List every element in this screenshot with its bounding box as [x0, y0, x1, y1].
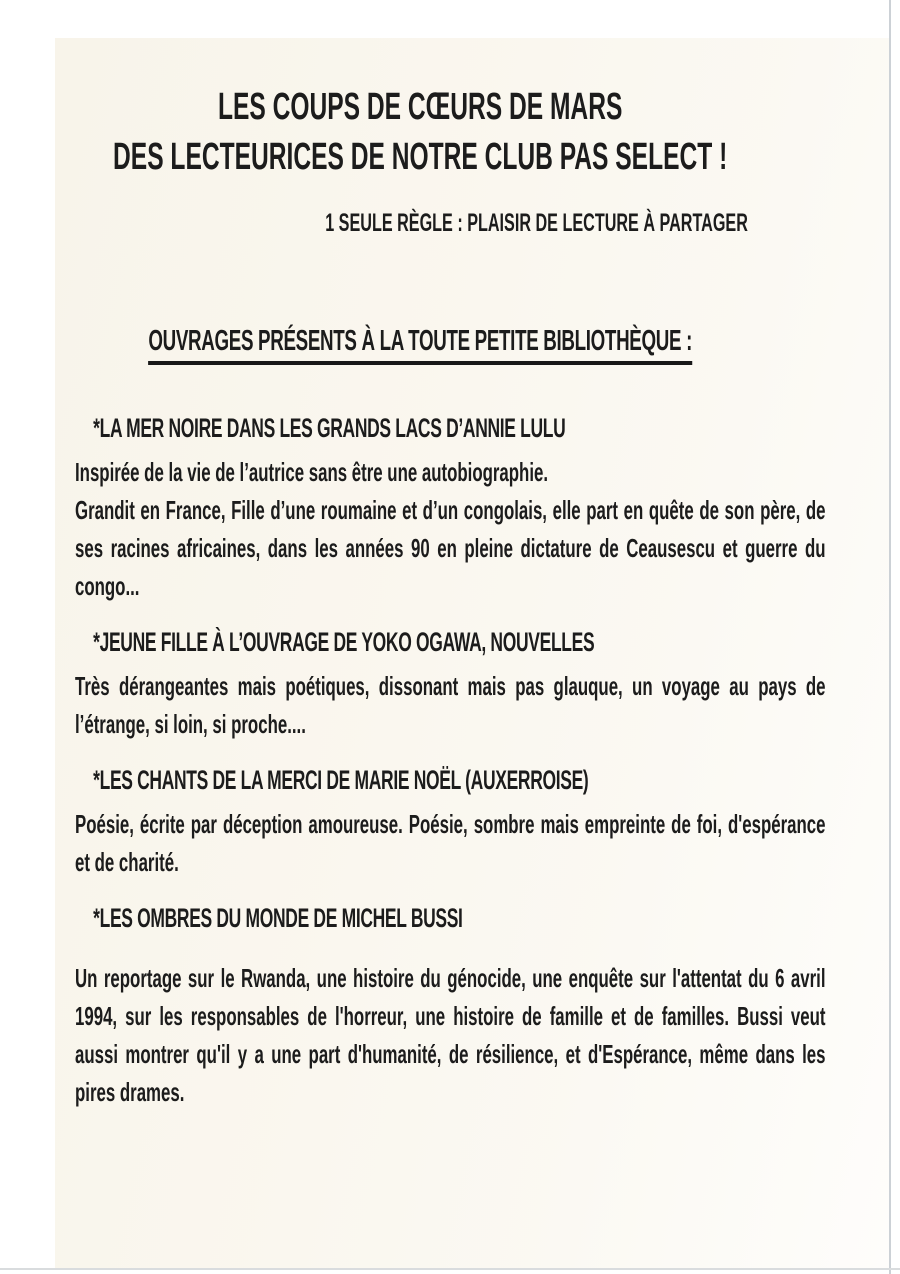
book-description: Grandit en France, Fille d’une roumaine et d’un congolais, elle part en quête de son père, de ses racines africaines, dans les années 90 en pleine dictature de Ceausescu et guerre du congo... [75, 495, 826, 601]
document-title-line-2: DES LECTEURICES DE NOTRE CLUB PAS SELECT ! [113, 136, 728, 178]
document-title-line-1: LES COUPS DE CŒURS DE MARS [217, 86, 623, 128]
book-description: Un reportage sur le Rwanda, une histoire du génocide, une enquête sur l'attentat du 6 avril 1994, sur les responsables de l'horreur, une histoire de famille et de familles. Bussi veut aussi montrer qu'il y a une part d'humanité, de résilience, et d'Espérance, même dans les pires drames. [75, 963, 826, 1107]
page-content [75, 38, 826, 1111]
scanned-page [55, 38, 890, 1269]
scanner-edge-line-vertical [889, 0, 891, 1274]
book-description: Poésie, écrite par déception amoureuse. Poésie, sombre mais empreinte de foi, d'espérance et de charité. [75, 809, 826, 877]
book-description: Inspirée de la vie de l’autrice sans être une autobiographie. [75, 457, 549, 487]
book-description: Très dérangeantes mais poétiques, dissonant mais pas glauque, un voyage au pays de l’étrange, si loin, si proche.... [75, 671, 826, 739]
scanner-edge-line-horizontal [0, 1268, 900, 1270]
book-entry [75, 763, 826, 881]
section-heading-row [75, 324, 765, 365]
book-title: *LES OMBRES DU MONDE DE MICHEL BUSSI [93, 903, 463, 933]
book-title: *JEUNE FILLE À L’OUVRAGE DE YOKO OGAWA, NOUVELLES [93, 627, 595, 657]
document-subtitle: 1 SEULE RÈGLE : PLAISIR DE LECTURE À PARTAGER [325, 209, 748, 237]
book-entry [75, 901, 826, 1111]
book-title: *LES CHANTS DE LA MERCI DE MARIE NOËL (AUXERROISE) [93, 765, 589, 795]
section-heading: OUVRAGES PRÉSENTS À LA TOUTE PETITE BIBLIOTHÈQUE : [148, 324, 692, 365]
document-title [75, 82, 765, 182]
book-entry [75, 411, 826, 605]
book-entry [75, 625, 826, 743]
book-title: *LA MER NOIRE DANS LES GRANDS LACS D’ANNIE LULU [93, 413, 566, 443]
